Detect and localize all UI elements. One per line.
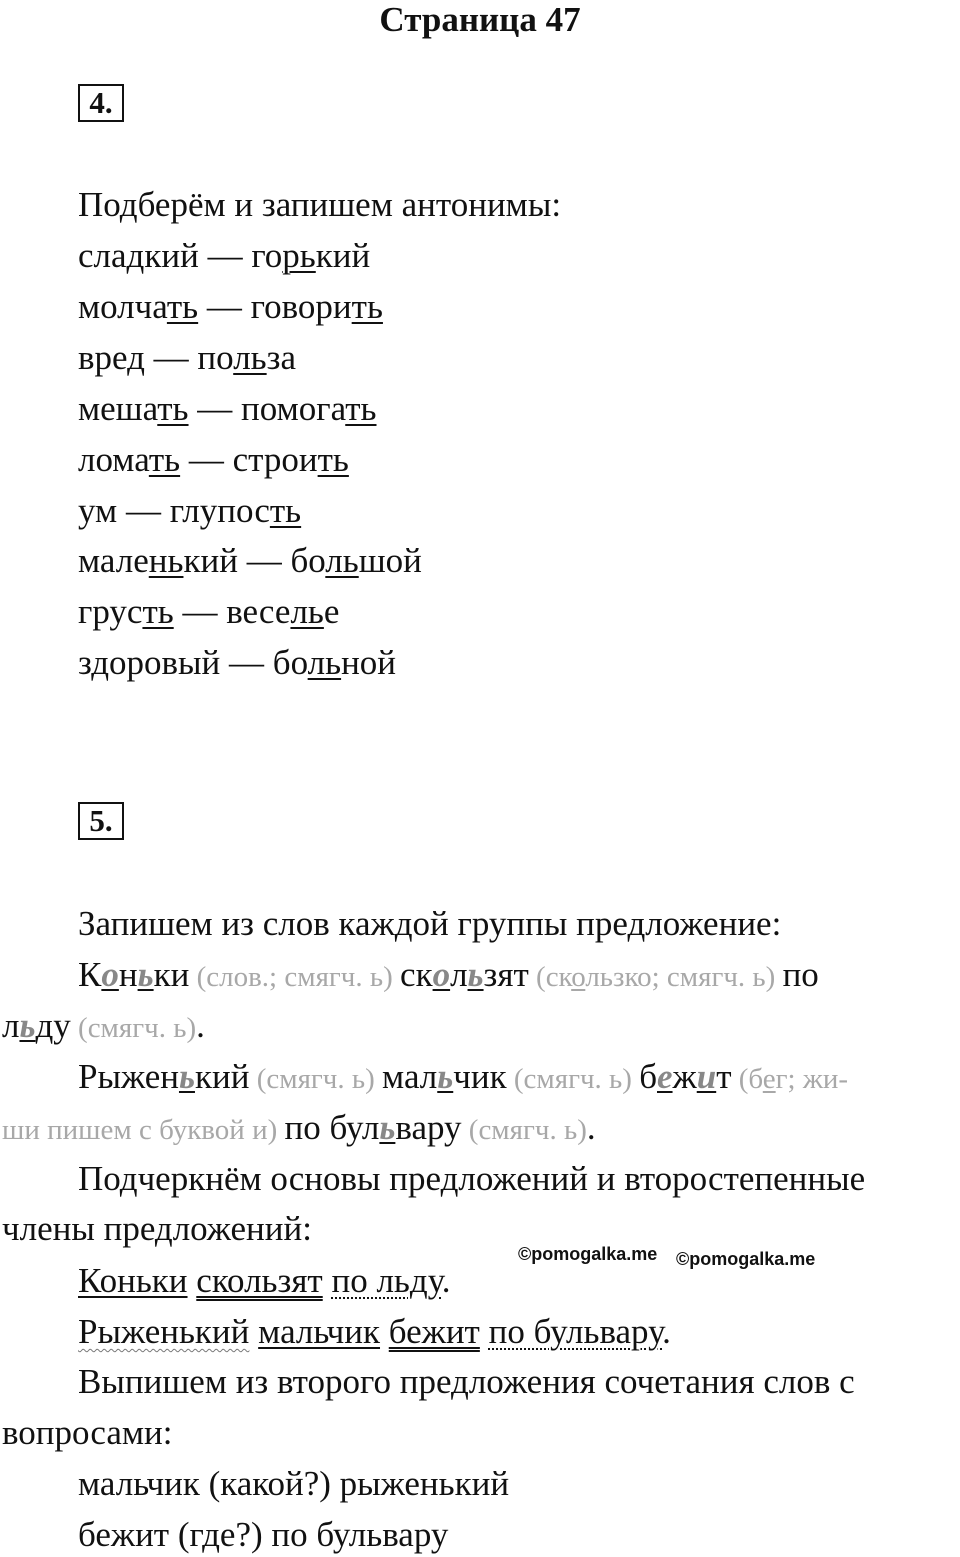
parsed-sentence-2: Рыженький мальчик бежит по бульвару. [78,1312,671,1351]
parsed-sentence-1: Коньки скользят по льду. [78,1261,451,1300]
adverbial: по бульвару [488,1312,663,1351]
task-4-intro: Подберём и запишем антонимы: [78,185,562,224]
antonym-pair: здоровый — больной [78,643,397,682]
sentence-1-line-1: Коньки (слов.; смягч. ь) скользят (скользко; смягч. ь) по [78,955,819,994]
predicate: бежит [388,1312,480,1351]
predicate: скользят [196,1261,323,1300]
sentence-2-line-2: ши пишем с буквой и) по бульвару (смягч. ь). [2,1108,596,1147]
task-5-number: 5. [78,802,124,840]
word-combination: мальчик (какой?) рыженький [78,1464,510,1503]
watermark: ©pomogalka.me [518,1244,658,1264]
antonym-pair: ломать — строить [78,440,349,479]
subject: Коньки [78,1261,188,1300]
antonym-pair: ум — глупость [78,491,302,530]
antonym-pair: мешать — помогать [78,389,377,428]
antonym-pair: вред — польза [78,338,297,377]
combos-instruction: Выпишем из второго предложения сочетания слов с [78,1362,855,1401]
watermark: ©pomogalka.me [676,1249,816,1269]
attribute: Рыженький [78,1312,250,1351]
underline-instruction-cont: члены предложений: [2,1209,312,1248]
sentence-1-line-2: льду (смягч. ь). [2,1006,205,1045]
task-4-number: 4. [78,84,124,122]
page-title: Страница 47 [379,0,581,39]
antonym-pair: маленький — большой [78,541,422,580]
sentence-2-line-1: Рыженький (смягч. ь) мальчик (смягч. ь) бежит (бег; жи- [78,1057,849,1096]
subject: мальчик [258,1312,381,1351]
combos-instruction-cont: вопросами: [2,1413,173,1452]
adverbial: по льду [331,1261,442,1300]
antonym-pair: грусть — веселье [78,592,340,631]
antonym-pair: сладкий — горький [78,236,371,275]
antonym-pair: молчать — говорить [78,287,383,326]
word-combination: бежит (где?) по бульвару [78,1515,449,1554]
task-5-intro: Запишем из слов каждой группы предложение: [78,904,782,943]
underline-instruction: Подчеркнём основы предложений и второстепенные [78,1159,866,1198]
